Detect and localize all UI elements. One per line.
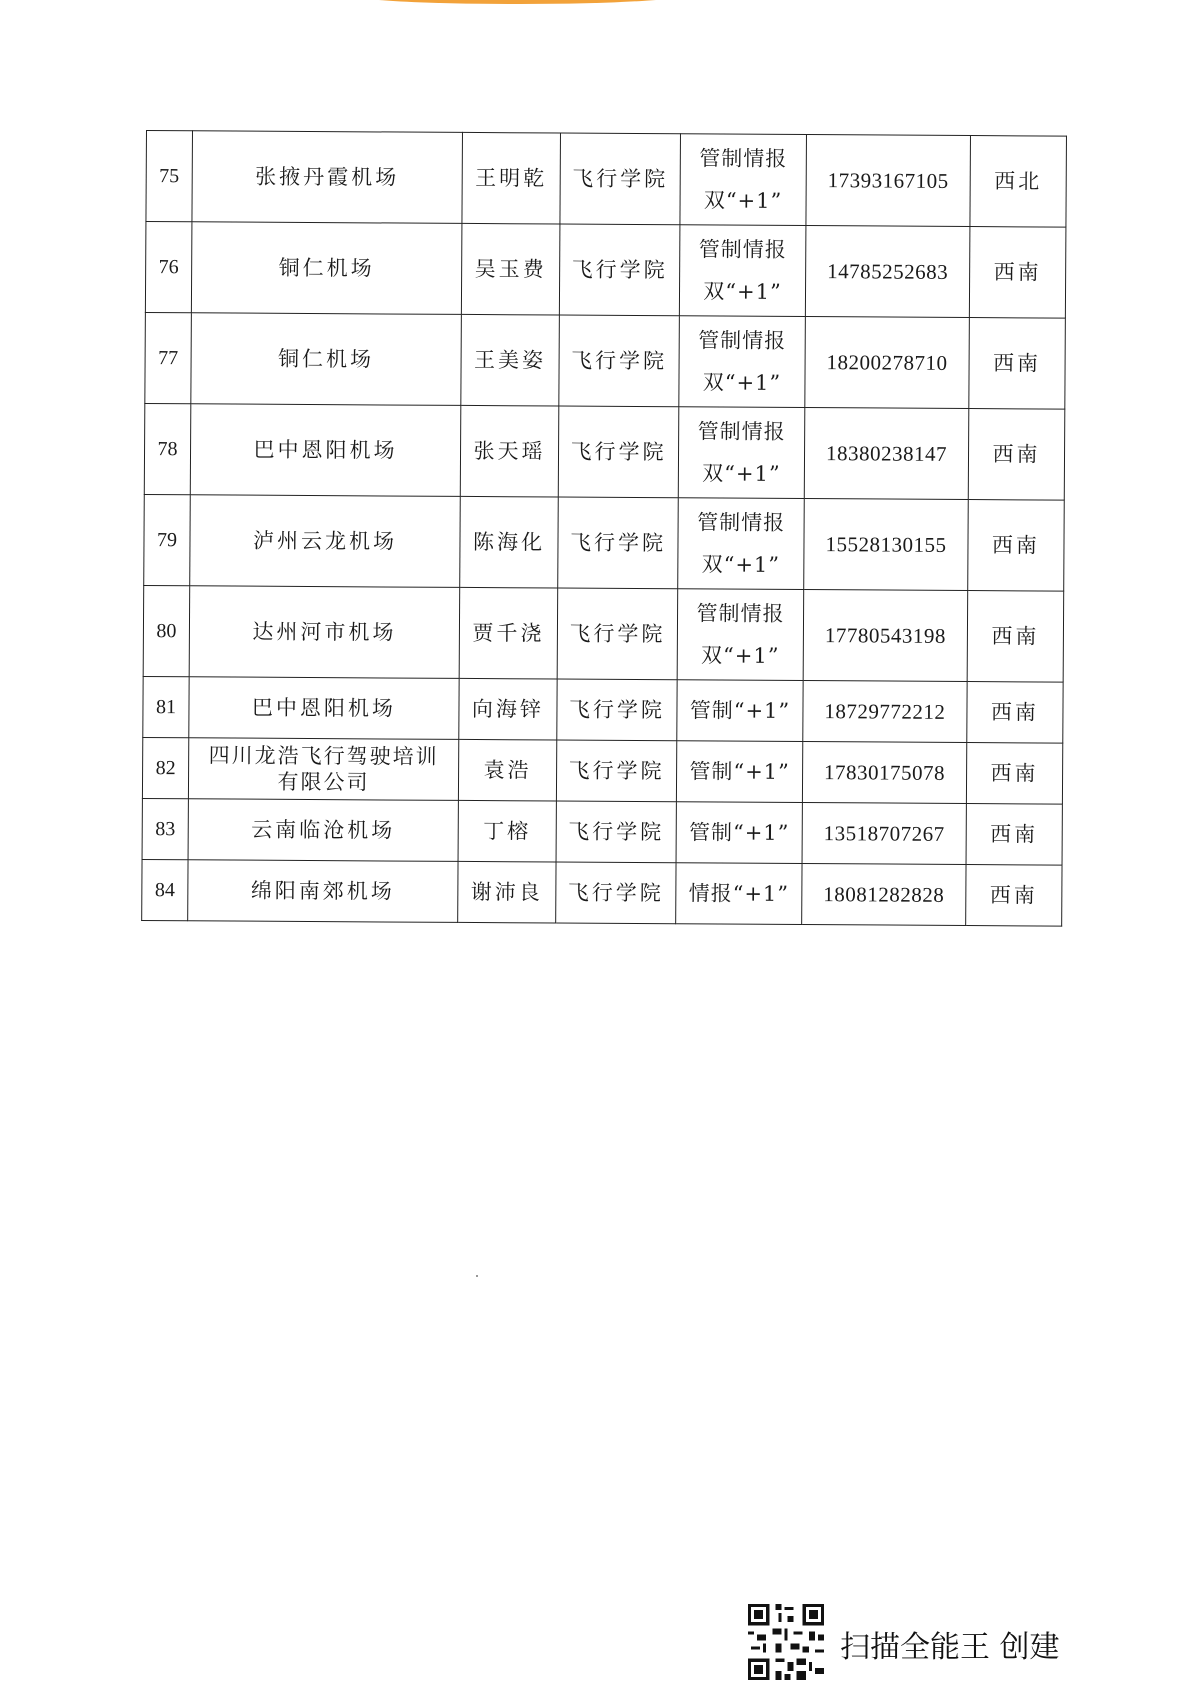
college-name: 飞行学院 [557, 679, 677, 741]
person-name: 袁浩 [458, 739, 556, 801]
phone-number: 17830175078 [802, 742, 966, 804]
region-name: 西南 [969, 227, 1066, 319]
table-row [146, 131, 1067, 228]
quota-type: 管制情报 双“+1” [677, 589, 804, 681]
college-name: 飞行学院 [559, 224, 680, 316]
row-number: 75 [146, 131, 193, 222]
region-name: 西南 [967, 591, 1064, 683]
row-number: 83 [142, 798, 188, 859]
orange-top-tab [345, 0, 690, 4]
unit-name: 巴中恩阳机场 [189, 677, 459, 740]
person-name: 王明乾 [462, 132, 561, 224]
quota-type: 管制“+1” [676, 802, 802, 864]
table-row [145, 222, 1066, 319]
table-row [143, 676, 1063, 743]
row-number: 78 [144, 403, 191, 494]
row-number: 77 [145, 312, 192, 403]
table-row [142, 859, 1062, 926]
unit-name: 张掖丹霞机场 [192, 131, 463, 224]
phone-number: 14785252683 [805, 226, 970, 318]
unit-name: 云南临沧机场 [188, 799, 458, 862]
unit-name: 铜仁机场 [191, 313, 462, 406]
row-number: 80 [143, 585, 190, 676]
region-name: 西南 [969, 318, 1066, 410]
person-name: 张天瑶 [460, 405, 559, 497]
person-name: 吴玉费 [461, 223, 560, 315]
quota-type: 管制情报 双“+1” [678, 407, 805, 499]
quota-type: 管制情报 双“+1” [680, 134, 807, 226]
table-row [145, 312, 1066, 409]
college-name: 飞行学院 [556, 862, 676, 924]
quota-type: 情报“+1” [676, 863, 802, 925]
region-name: 西南 [966, 865, 1062, 927]
college-name: 飞行学院 [556, 801, 676, 863]
phone-number: 17780543198 [803, 590, 968, 682]
row-number: 81 [143, 676, 189, 737]
quota-type: 管制情报 双“+1” [678, 498, 805, 590]
person-name: 向海锌 [459, 678, 557, 740]
college-name: 飞行学院 [558, 406, 679, 498]
quota-type: 管制“+1” [676, 741, 802, 803]
unit-name: 四川龙浩飞行驾驶培训 有限公司 [188, 738, 458, 801]
phone-number: 13518707267 [802, 803, 966, 865]
table-row [142, 798, 1062, 865]
scan-speck [476, 1275, 478, 1277]
unit-name: 绵阳南郊机场 [188, 860, 458, 923]
camscanner-watermark [748, 1604, 1078, 1680]
unit-name: 达州河市机场 [189, 586, 460, 679]
quota-type: 管制情报 双“+1” [679, 225, 806, 317]
row-number: 76 [145, 222, 192, 313]
college-name: 飞行学院 [559, 315, 680, 407]
qr-code-icon [748, 1604, 824, 1680]
region-name: 西南 [966, 743, 1062, 805]
phone-number: 18380238147 [804, 408, 969, 500]
unit-name: 泸州云龙机场 [190, 495, 461, 588]
unit-name: 巴中恩阳机场 [190, 404, 461, 497]
phone-number: 18200278710 [805, 317, 970, 409]
quota-type: 管制“+1” [677, 680, 803, 742]
region-name: 西南 [967, 682, 1063, 744]
table-row [144, 494, 1065, 591]
quota-type: 管制情报 双“+1” [679, 316, 806, 408]
region-name: 西北 [970, 136, 1067, 228]
phone-number: 15528130155 [804, 499, 969, 591]
phone-number: 18729772212 [803, 681, 967, 743]
college-name: 飞行学院 [556, 740, 676, 802]
college-name: 飞行学院 [560, 133, 681, 225]
table-row [142, 737, 1062, 804]
person-name: 丁榕 [458, 800, 556, 862]
person-name: 贾千浇 [459, 587, 558, 679]
row-number: 84 [142, 859, 188, 920]
person-name: 谢沛良 [458, 861, 556, 923]
college-name: 飞行学院 [558, 497, 679, 589]
row-number: 82 [142, 737, 188, 798]
table-row [144, 403, 1065, 500]
roster-table [141, 130, 1067, 927]
table-body [142, 131, 1067, 927]
unit-name: 铜仁机场 [191, 222, 462, 315]
region-name: 西南 [968, 409, 1065, 501]
phone-number: 17393167105 [806, 135, 971, 227]
table-row [143, 585, 1064, 682]
row-number: 79 [144, 494, 191, 585]
watermark-text: 扫描全能王 创建 [840, 1630, 1060, 1665]
college-name: 飞行学院 [557, 588, 678, 680]
person-name: 陈海化 [460, 496, 559, 588]
phone-number: 18081282828 [802, 864, 966, 926]
person-name: 王美姿 [461, 314, 560, 406]
region-name: 西南 [968, 500, 1065, 592]
region-name: 西南 [966, 804, 1062, 866]
